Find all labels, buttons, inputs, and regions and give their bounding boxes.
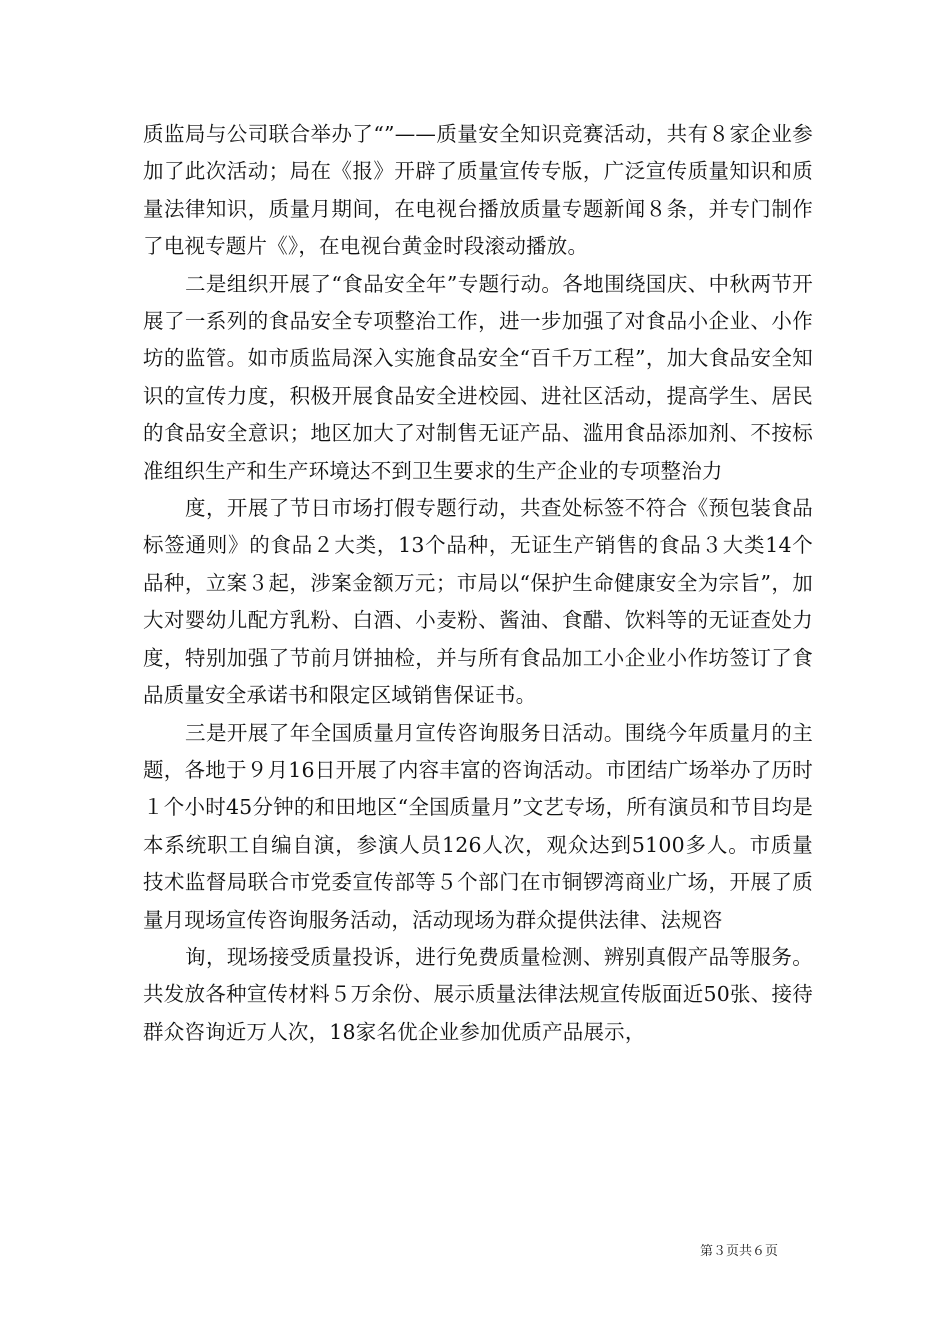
page-number-footer: 第３页共６页 (700, 1244, 779, 1259)
paragraph-4: 三是开展了年全国质量月宣传咨询服务日活动。围绕今年质量月的主题，各地于９月16日开展了内容丰富的咨询活动。市团结广场举办了历时１个小时45分钟的和田地区“全国质量月”文艺专场，所有演员和节目均是本系统职工自编自演，参演人员126人次，观众达到5100多人。市质量技术监督局联合市党委宣传部等５个部门在市铜锣湾商业广场，开展了质量月现场宣传咨询服务活动，活动现场为群众提供法律、法规咨 (143, 720, 813, 932)
document-body (143, 116, 813, 1051)
paragraph-3: 度，开展了节日市场打假专题行动，共查处标签不符合《预包装食品标签通则》的食品２大类，13个品种，无证生产销售的食品３大类14个品种，立案３起，涉案金额万元；市局以“保护生命健康安全为宗旨”，加大对婴幼儿配方乳粉、白酒、小麦粉、酱油、食醋、饮料等的无证查处力度，特别加强了节前月饼抽检，并与所有食品加工小企业小作坊签订了食品质量安全承诺书和限定区域销售保证书。 (143, 496, 813, 708)
paragraph-5: 询，现场接受质量投诉，进行免费质量检测、辨别真假产品等服务。共发放各种宣传材料５万余份、展示质量法律法规宣传版面近50张、接待群众咨询近万人次，18家名优企业参加优质产品展示， (143, 944, 813, 1044)
paragraph-1: 质监局与公司联合举办了“”——质量安全知识竞赛活动，共有８家企业参加了此次活动；局在《报》开辟了质量宣传专版，广泛宣传质量知识和质量法律知识，质量月期间，在电视台播放质量专题新闻８条，并专门制作了电视专题片《》，在电视台黄金时段滚动播放。 (143, 122, 813, 259)
paragraph-2: 二是组织开展了“食品安全年”专题行动。各地围绕国庆、中秋两节开展了一系列的食品安全专项整治工作，进一步加强了对食品小企业、小作坊的监管。如市质监局深入实施食品安全“百千万工程”，加大食品安全知识的宣传力度，积极开展食品安全进校园、进社区活动，提高学生、居民的食品安全意识；地区加大了对制售无证产品、滥用食品添加剂、不按标准组织生产和生产环境达不到卫生要求的生产企业的专项整治力 (143, 271, 813, 483)
